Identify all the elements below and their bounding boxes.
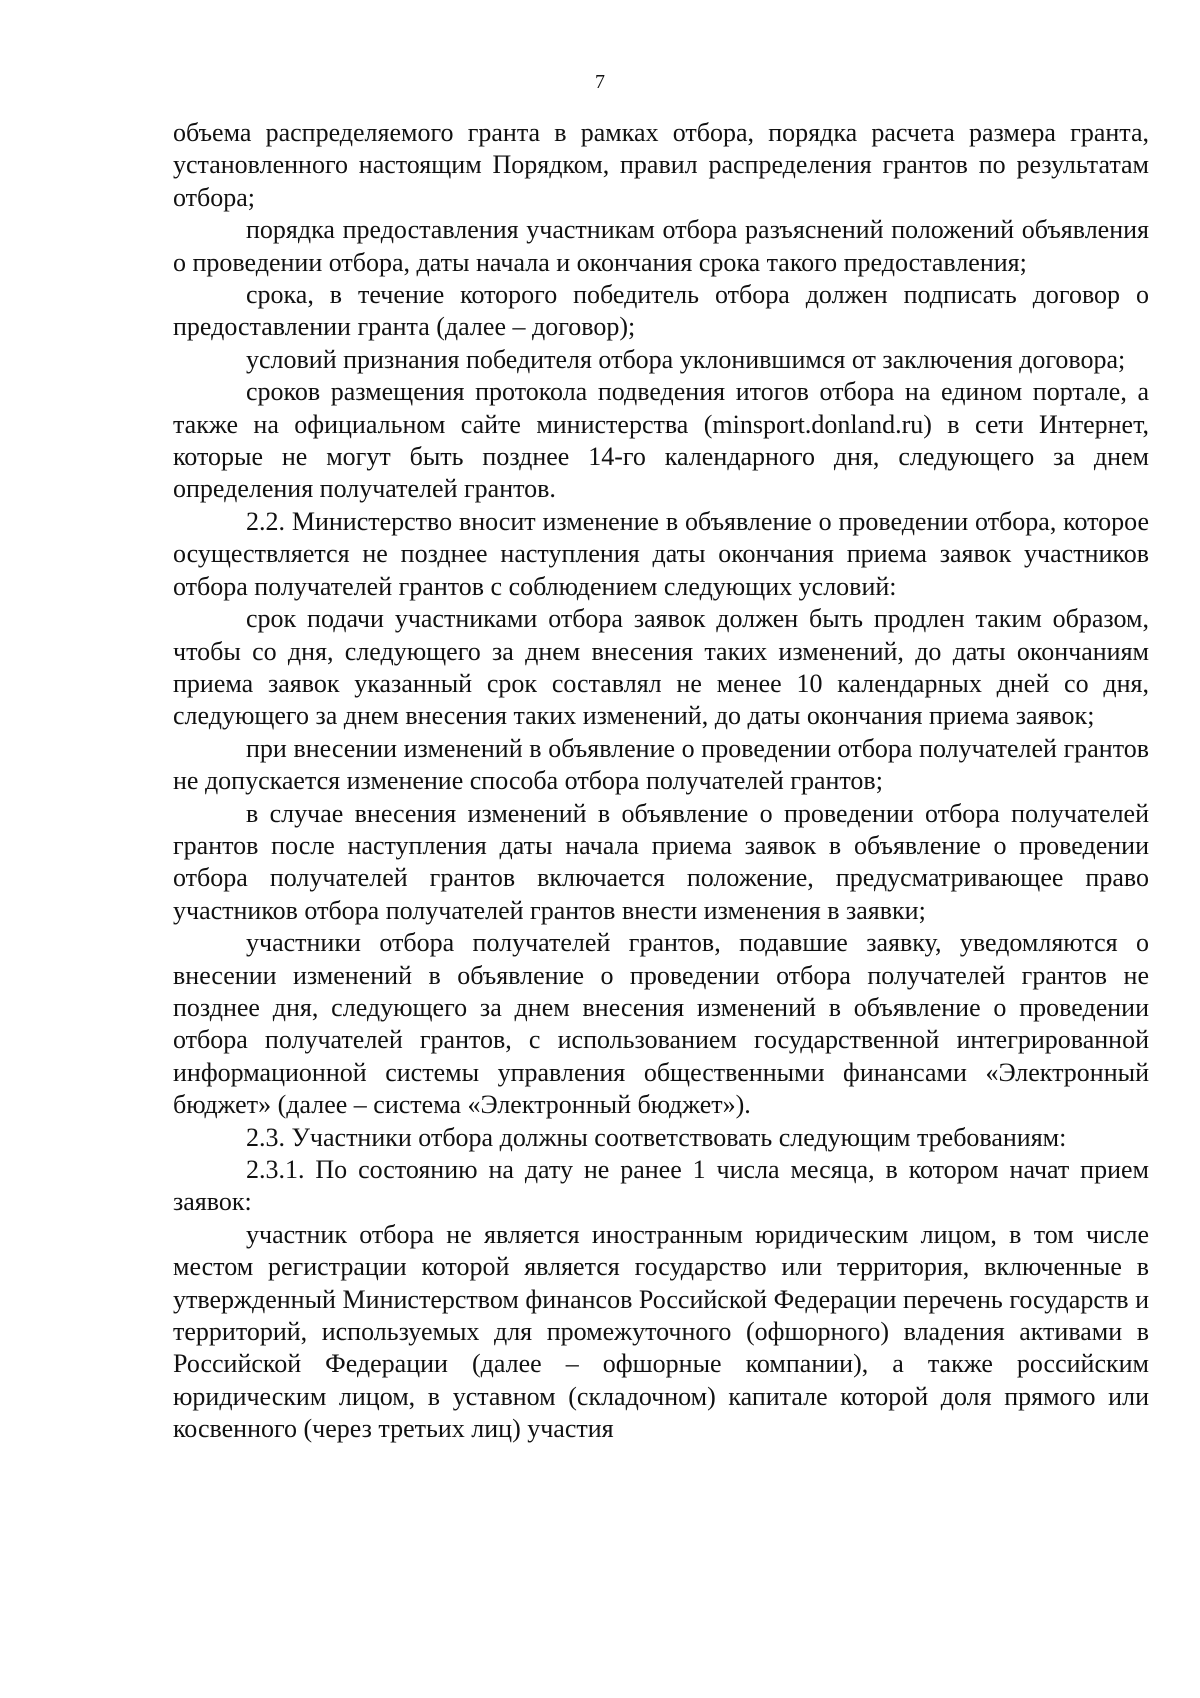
paragraph-3: срока, в течение которого победитель отбора должен подписать договор о предоставлении гранта (далее – договор); — [173, 280, 1149, 342]
paragraph-12: 2.3.1. По состоянию на дату не ранее 1 числа месяца, в котором начат прием заявок: — [173, 1155, 1149, 1217]
paragraph-11: 2.3. Участники отбора должны соответствовать следующим требованиям: — [246, 1122, 1067, 1152]
paragraph-8: при внесении изменений в объявление о проведении отбора получателей грантов не допускается изменение способа отбора получателей грантов; — [173, 733, 1149, 796]
paragraph-6: 2.2. Министерство вносит изменение в объявление о проведении отбора, которое осуществляется не позднее наступления даты окончания приема заявок участников отбора получателей грантов с соблюдением следующих условий: — [173, 506, 1149, 601]
paragraph-1: объема распределяемого гранта в рамках отбора, порядка расчета размера гранта, установленного настоящим Порядком, правил распределения грантов по результатам отбора; — [173, 118, 1149, 212]
document-body — [173, 117, 1149, 1446]
page-number: 7 — [595, 71, 605, 93]
paragraph-7: срок подачи участниками отбора заявок должен быть продлен таким образом, чтобы со дня, следующего за днем внесения таких изменений, до даты окончаниям приема заявок указанный срок составлял не менее 10 календарных дней со дня, следующего за днем внесения таких изменений, до даты окончания приема заявок; — [173, 604, 1149, 731]
paragraph-5: сроков размещения протокола подведения итогов отбора на едином портале, а также на официальном сайте министерства (minsport.donland.ru) в сети Интернет, которые не могут быть позднее 14-го календарного дня, следующего за днем определения получателей грантов. — [173, 377, 1149, 504]
paragraph-10: участники отбора получателей грантов, подавшие заявку, уведомляются о внесении изменений в объявление о проведении отбора получателей грантов не позднее дня, следующего за днем внесения изменений в объявление о проведении отбора получателей грантов, с использованием государственной интегрированной информационной системы управления общественными финансами «Электронный бюджет» (далее – система «Электронный бюджет»). — [173, 928, 1149, 1120]
paragraph-4: условий признания победителя отбора уклонившимся от заключения договора; — [246, 344, 1126, 374]
paragraph-2: порядка предоставления участникам отбора разъяснений положений объявления о проведении отбора, даты начала и окончания срока такого предоставления; — [173, 215, 1149, 277]
paragraph-9: в случае внесения изменений в объявление о проведении отбора получателей грантов после наступления даты начала приема заявок в объявление о проведении отбора получателей грантов включается положение, предусматривающее право участников отбора получателей грантов внести изменения в заявки; — [173, 798, 1149, 925]
paragraph-13: участник отбора не является иностранным юридическим лицом, в том числе местом регистрации которой является государство или территория, включенные в утвержденный Министерством финансов Российской Федерации перечень государств и территорий, используемых для промежуточного (офшорного) владения активами в Российской Федерации (далее – офшорные компании), а также российским юридическим лицом, в уставном (складочном) капитале которой доля прямого или косвенного (через третьих лиц) участия — [173, 1219, 1149, 1444]
